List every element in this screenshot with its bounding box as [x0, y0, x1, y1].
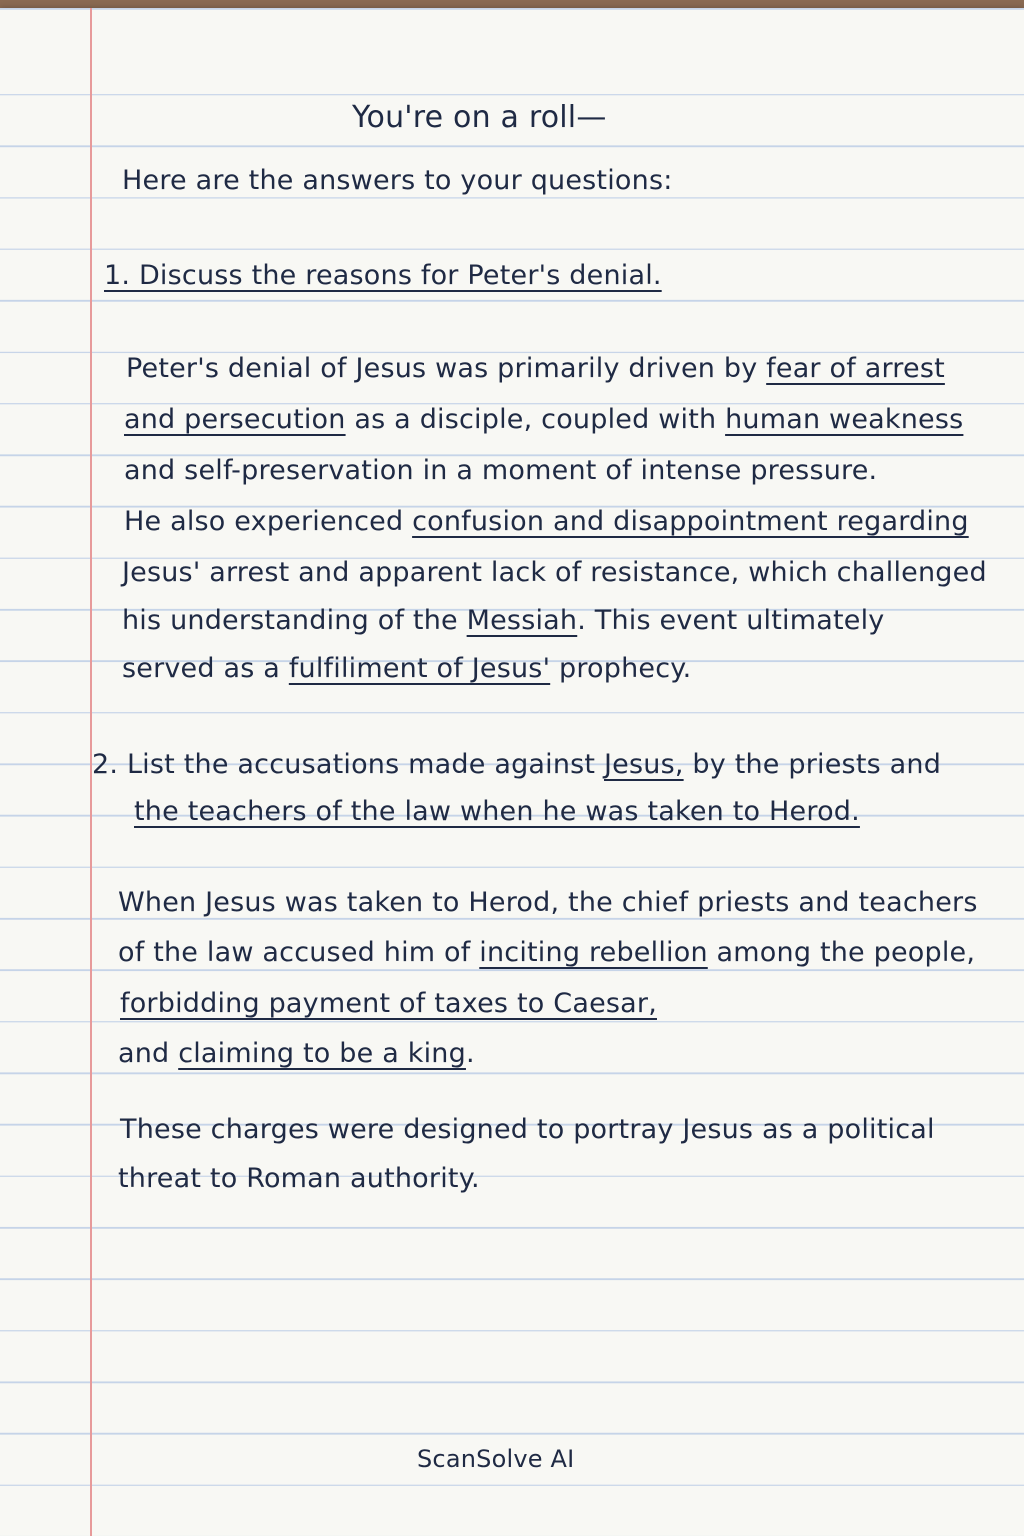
answer-2-line-3 [120, 979, 657, 1029]
question-2-line-1 [92, 740, 941, 790]
footer-brand: ScanSolve AI [417, 1445, 575, 1473]
closing-line-1: These charges were designed to portray Jesus as a political [120, 1114, 935, 1145]
text-segment: 2. List the accusations made against [92, 749, 605, 780]
text-segment: . [465, 1038, 475, 1069]
underlined-phrase: forbidding payment of taxes to Caesar, [120, 988, 657, 1019]
text-segment: among the people, [707, 937, 976, 968]
text-segment: and [118, 1038, 179, 1069]
greeting-title: You're on a roll— [352, 100, 607, 135]
text-segment: by the priests and [683, 749, 942, 780]
answer-1-line-3: and self-preservation in a moment of intense pressure. [124, 455, 878, 486]
answer-1-line-5: Jesus' arrest and apparent lack of resistance, which challenged [122, 557, 987, 588]
intro-line: Here are the answers to your questions: [122, 165, 673, 196]
notebook-paper [0, 8, 1024, 1536]
underlined-phrase: human weakness [725, 404, 964, 435]
underlined-phrase: inciting rebellion [479, 937, 708, 968]
answer-2-line-2 [118, 928, 975, 978]
question-1: 1. Discuss the reasons for Peter's denial. [104, 260, 662, 291]
text-segment: . This event ultimately [577, 605, 885, 636]
answer-2-line-1: When Jesus was taken to Herod, the chief priests and teachers [118, 887, 978, 918]
answer-1-line-6 [122, 596, 884, 646]
answer-1-line-7 [122, 644, 691, 694]
text-segment: Peter's denial of Jesus was primarily driven by [126, 353, 767, 384]
underlined-phrase: Jesus, [604, 749, 684, 780]
answer-1-line-2 [124, 395, 963, 445]
underlined-phrase: fear of arrest [766, 353, 945, 384]
answer-1-line-4 [124, 497, 969, 547]
text-segment: of the law accused him of [118, 937, 480, 968]
text-segment: his understanding of the [122, 605, 467, 636]
underlined-phrase: and persecution [124, 404, 346, 435]
text-segment: He also experienced [124, 506, 413, 537]
underlined-phrase: Messiah [466, 605, 578, 636]
closing-line-2: threat to Roman authority. [118, 1163, 480, 1194]
text-segment: served as a [122, 653, 289, 684]
text-segment: prophecy. [550, 653, 692, 684]
answer-1-line-1 [126, 344, 945, 394]
text-segment: as a disciple, coupled with [345, 404, 726, 435]
underlined-phrase: claiming to be a king [178, 1038, 466, 1069]
answer-2-line-4 [118, 1029, 475, 1079]
underlined-phrase: confusion and disappointment regarding [412, 506, 969, 537]
underlined-phrase: fulfiliment of Jesus' [288, 653, 551, 684]
question-2-line-2: the teachers of the law when he was taken to Herod. [134, 796, 860, 827]
